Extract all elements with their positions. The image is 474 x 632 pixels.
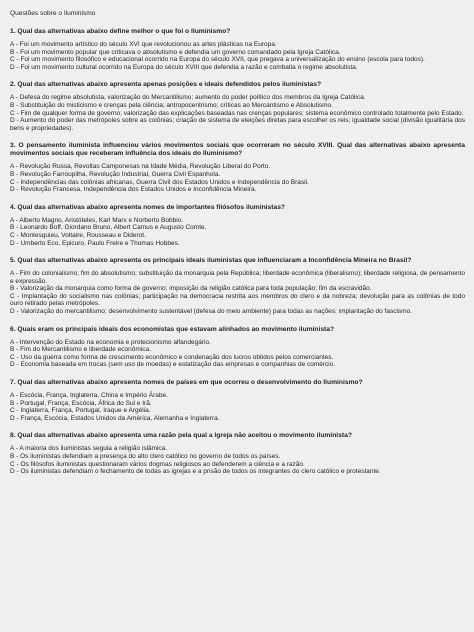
answer-option: C - Uso da guerra como forma de crescimento econômico e condenação dos lucros obtidos pelos comerciantes.: [10, 353, 334, 361]
answer-option: A - A maioria dos iluministas seguia a religião islâmica.: [10, 445, 168, 453]
answer-option: D - Aumento do poder das metrópoles sobre as colônias; criação de sistema de eleições diretas para escolher os reis; igualdade social (divisão igualitária dos bens e propriedades).: [10, 117, 465, 132]
answer-option: B - Valorização da monarquia como forma de governo; imposição da religião católica para toda população; fim da escravidão.: [10, 285, 372, 293]
answer-option: A - Fim do colonialismo; fim do absolutismo; substituição da monarquia pela República; liberdade econômica (liberalismo); liberdade religiosa, de pensamento e expressão.: [10, 270, 465, 285]
question-text: 1. Qual das alternativas abaixo define melhor o que foi o Iluminismo?: [10, 28, 231, 35]
answer-option: A - Intervenção do Estado na economia e protecionismo alfandegário.: [10, 338, 211, 346]
answer-option: D - Valorização do mercantilismo; desenvolvimento sustentável (defesa do meio ambiente) para todas as nações; implantação do fascismo.: [10, 308, 413, 316]
question-block: [10, 81, 465, 132]
answer-option: D - França, Escócia, Estados Unidos da América, Alemanha e Inglaterra.: [10, 414, 220, 422]
answer-option: B - Leonardo Boff, Giordano Bruno, Albert Camus e Augusto Comte.: [10, 224, 207, 232]
answer-option: B - Revolução Farroupilha, Revolução Industrial, Guerra Civil Espanhola.: [10, 170, 221, 178]
answer-option: C - Montesquieu, Voltaire, Rousseau e Diderot.: [10, 231, 146, 239]
answer-options: [10, 392, 465, 422]
answer-option: B - Foi um movimento popular que criticava o absolutismo e defendia um governo comandado pela Igreja Católica.: [10, 48, 341, 56]
answer-option: D - Revolução Francesa, Independência dos Estados Unidos e Inconfidência Mineira.: [10, 186, 257, 194]
answer-option: C - Foi um movimento filosófico e educacional ocorrido na Europa do século XVII, que pregava a universalização do ensino (escola para todos).: [10, 56, 425, 64]
question-block: [10, 379, 465, 422]
answer-option: A - Foi um movimento artístico do século XVI que revolucionou as artes plásticas na Europa.: [10, 41, 277, 48]
answer-option: C - Fim de qualquer forma de governo; valorização das explicações baseadas nas crenças populares; sistema econômico controlado totalmente pelo Estado.: [10, 109, 464, 117]
answer-option: B - Fim do Mercantilismo e liberdade econômica.: [10, 346, 151, 354]
answer-option: A - Escócia, França, Inglaterra, China e Império Árabe.: [10, 392, 168, 400]
answer-options: [10, 41, 465, 71]
document-title: Questões sobre o Iluminismo: [10, 10, 96, 17]
question-text: 4. Qual das alternativas abaixo apresenta nomes de importantes filósofos iluministas?: [10, 203, 286, 211]
answer-options: [10, 163, 465, 193]
answer-options: [10, 445, 465, 475]
question-block: [10, 432, 465, 475]
answer-option: B - Substituição do misticismo e crenças pela ciência; antropocentrismo; críticas ao Mercantismo e Absolutismo.: [10, 101, 333, 109]
question-text: 2. Qual das alternativas abaixo apresenta apenas posições e ideais defendidos pelos iluministas?: [10, 81, 322, 89]
answer-option: A - Revolução Russa, Revoltas Camponesas na Idade Média, Revolução Liberal do Porto.: [10, 163, 271, 171]
answer-option: B - Portugal, França, Escócia, África do Sul e Irã.: [10, 399, 152, 407]
answer-option: C - Inglaterra, França, Portugal, Iraque e Argélia.: [10, 407, 151, 415]
answer-options: [10, 217, 465, 247]
answer-option: D - Os iluministas defendiam o fechamento de todas as igrejas e a prisão de todos os integrantes do clero católico e protestante.: [10, 468, 381, 476]
question-text: 3. O pensamento iluminista influenciou vários movimentos sociais que ocorreram no século XVIII. Qual das alternativas abaixo apresenta movimentos sociais que receberam influência dos ideais do Iluminismo?: [10, 142, 465, 158]
question-block: [10, 142, 465, 193]
answer-option: A - Defesa do regime absolutista, valorização do Mercantilismo; aumento do poder político dos membros da Igreja Católica.: [10, 94, 366, 102]
answer-option: C - Os filósofos iluministas questionaram vários dogmas religiosos ao defenderem a ciência e a razão.: [10, 460, 305, 468]
answer-option: A - Alberto Magno, Aristóteles, Karl Marx e Norberto Bobbio.: [10, 216, 184, 224]
answer-option: C - Independências das colônias africanas, Guerra Civil dos Estados Unidos e Independência do Brasil.: [10, 178, 309, 186]
answer-option: D - Economia baseada em trocas (sem uso de moedas) e estatização das empresas e companhias de comércio.: [10, 361, 336, 369]
answer-option: B - Os iluministas defendiam a presença do alto clero católico no governo de todos os países.: [10, 453, 281, 460]
answer-option: D - Foi um movimento cultural ocorrido na Europa do século XVIII que defendia a razão e combatia o regime absolutista.: [10, 63, 358, 71]
answer-options: [10, 94, 465, 132]
question-text: 7. Qual das alternativas abaixo apresenta nomes de países em que ocorreu o desenvolvimento do Iluminismo?: [10, 379, 363, 387]
question-text: 5. Qual das alternativas abaixo apresenta os principais ideais iluministas que influenciaram a Inconfidência Mineira no Brasil?: [10, 257, 412, 265]
answer-option: C - Implantação do socialismo nas colônias; participação na democracia restrita aos membros do clero e da nobreza; devolução para as colônias de todo ouro retirado pelas metrópoles.: [10, 292, 465, 308]
question-block: [10, 204, 465, 247]
question-text: 6. Quais eram os principais ideais dos economistas que estavam alinhados ao movimento iluminista?: [10, 325, 335, 333]
question-block: [10, 28, 465, 71]
question-text: 8. Qual das alternativas abaixo apresenta uma razão pela qual a Igreja não aceitou o movimento iluminista?: [10, 432, 352, 440]
answer-options: [10, 339, 465, 369]
question-block: [10, 257, 465, 316]
question-list: [10, 28, 465, 476]
answer-option: D - Umberto Eco, Epicuro, Paulo Freire e Thomas Hobbes.: [10, 239, 180, 247]
answer-options: [10, 270, 465, 316]
question-block: [10, 326, 465, 369]
